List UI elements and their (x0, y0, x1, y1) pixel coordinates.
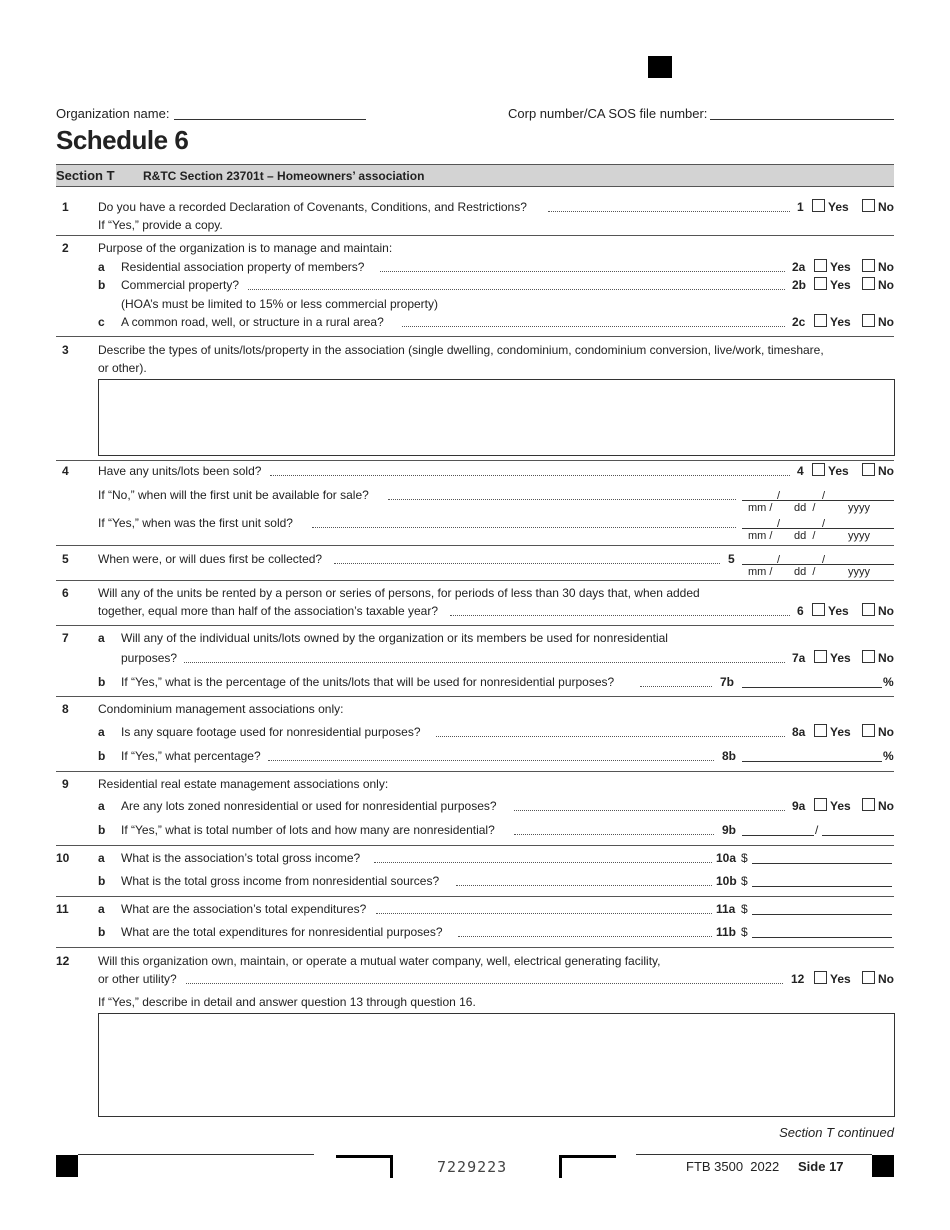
corp-number-input[interactable] (710, 119, 894, 120)
q11a-text: What are the association’s total expenditures? (121, 902, 367, 916)
q2c-text: A common road, well, or structure in a rural area? (121, 315, 384, 329)
q3-description-box[interactable] (98, 379, 895, 456)
q7a-ref: 7a (792, 651, 806, 665)
q5-date-slash1: / (777, 554, 781, 566)
q7b-ref: 7b (720, 675, 735, 689)
q2a-letter: a (98, 260, 105, 274)
q8a-text: Is any square footage used for nonresidential purposes? (121, 725, 421, 739)
q1-no-checkbox[interactable]: No (862, 199, 894, 214)
q7a-text-line1: Will any of the individual units/lots owned by the organization or its members be used for nonresidential (121, 631, 668, 645)
q4-yes-date-mm: mm / (748, 530, 773, 542)
q5-leader (334, 563, 720, 564)
q9a-text: Are any lots zoned nonresidential or used for nonresidential purposes? (121, 799, 497, 813)
q8-number: 8 (62, 702, 69, 716)
q4-no-date-mm: mm / (748, 502, 773, 514)
divider (56, 580, 894, 581)
registration-mark-top (648, 56, 672, 78)
q6-no-checkbox[interactable]: No (862, 603, 894, 618)
q4-no-date-dd: dd / (794, 502, 816, 514)
footer-rule-left (78, 1154, 314, 1155)
q4-yes-date-slash1: / (777, 518, 781, 530)
q10b-ref: 10b (716, 874, 737, 888)
divider (56, 625, 894, 626)
divider (56, 460, 894, 461)
section-header (56, 164, 894, 187)
corp-number-label: Corp number/CA SOS file number: (508, 106, 708, 121)
q6-ref: 6 (797, 604, 804, 618)
q12-yes-checkbox[interactable]: Yes (814, 971, 851, 986)
q4-yes-date-dd: dd / (794, 530, 816, 542)
q7b-leader (640, 686, 712, 687)
q4-yes-leader (312, 527, 736, 528)
q10b-letter: b (98, 874, 106, 888)
q2a-no-checkbox[interactable]: No (862, 259, 894, 274)
divider (56, 947, 894, 948)
q4-yes-checkbox[interactable]: Yes (812, 463, 849, 478)
q8b-text: If “Yes,” what percentage? (121, 749, 261, 763)
q10b-leader (456, 885, 712, 886)
q12-text-line2: or other utility? (98, 972, 177, 986)
q12-number: 12 (56, 954, 70, 968)
divider (56, 896, 894, 897)
q12-text-line1: Will this organization own, maintain, or operate a mutual water company, well, electrical generating facility, (98, 954, 661, 968)
q9a-yes-checkbox[interactable]: Yes (814, 798, 851, 813)
divider (56, 545, 894, 546)
q8a-letter: a (98, 725, 105, 739)
q12-description-box[interactable] (98, 1013, 895, 1117)
q4-yes-date-slash2: / (822, 518, 826, 530)
q7b-letter: b (98, 675, 106, 689)
q2b-text: Commercial property? (121, 278, 240, 292)
q10-number: 10 (56, 851, 70, 865)
q2a-yes-checkbox[interactable]: Yes (814, 259, 851, 274)
q12-ref: 12 (791, 972, 805, 986)
q4-leader (270, 475, 790, 476)
q4-no-date-yyyy: yyyy (848, 502, 870, 514)
q5-date-dd: dd / (794, 566, 816, 578)
q2a-leader (380, 271, 785, 272)
q6-text-line2: together, equal more than half of the association’s taxable year? (98, 604, 439, 618)
divider (56, 336, 894, 337)
q11b-leader (458, 936, 712, 937)
q4-no-text: If “No,” when will the first unit be available for sale? (98, 488, 369, 502)
q2c-yes-checkbox[interactable]: Yes (814, 314, 851, 329)
q5-date-input[interactable] (742, 564, 894, 565)
q2c-ref: 2c (792, 315, 806, 329)
q4-no-date-input[interactable] (742, 500, 894, 501)
registration-mark-bottom-left (56, 1155, 78, 1177)
q11a-leader (376, 913, 712, 914)
divider (56, 235, 894, 236)
q11a-ref: 11a (716, 902, 736, 916)
q9b-nonresidential-lots-input[interactable] (822, 835, 894, 836)
form-id: FTB 3500 2022 (686, 1159, 780, 1174)
q9b-total-lots-input[interactable] (742, 835, 814, 836)
section-continued: Section T continued (779, 1125, 894, 1140)
q11a-letter: a (98, 902, 105, 916)
q5-date-slash2: / (822, 554, 826, 566)
q1-yes-checkbox[interactable]: Yes (812, 199, 849, 214)
q10b-amount-input[interactable] (752, 886, 892, 887)
q9b-ref: 9b (722, 823, 737, 837)
q1-leader (548, 211, 790, 212)
q9a-leader (514, 810, 785, 811)
q4-ref: 4 (797, 464, 804, 478)
q2b-no-checkbox[interactable]: No (862, 277, 894, 292)
q10a-dollar: $ (741, 851, 748, 865)
q6-leader (450, 615, 790, 616)
q4-no-date-slash1: / (777, 490, 781, 502)
q8b-percent-input[interactable] (742, 761, 882, 762)
q5-ref: 5 (728, 552, 735, 566)
q4-no-date-slash2: / (822, 490, 826, 502)
q2b-ref: 2b (792, 278, 807, 292)
q8a-yes-checkbox[interactable]: Yes (814, 724, 851, 739)
section-title: R&TC Section 23701t – Homeowners’ association (143, 169, 425, 183)
q10a-amount-input[interactable] (752, 863, 892, 864)
q7a-text-line2: purposes? (121, 651, 178, 665)
q2c-letter: c (98, 315, 105, 329)
q6-text-line1: Will any of the units be rented by a person or series of persons, for periods of less than 30 days that, when added (98, 586, 700, 600)
q2c-no-checkbox[interactable]: No (862, 314, 894, 329)
q4-yes-date-yyyy: yyyy (848, 530, 870, 542)
q7-number: 7 (62, 631, 69, 645)
q2a-ref: 2a (792, 260, 806, 274)
q9b-leader (514, 834, 714, 835)
q4-text: Have any units/lots been sold? (98, 464, 262, 478)
q7b-percent-sign: % (883, 675, 894, 689)
barcode-number: 7229223 (437, 1158, 508, 1176)
q5-text: When were, or will dues first be collected? (98, 552, 323, 566)
corner-mark-right (559, 1155, 616, 1178)
q11a-amount-input[interactable] (752, 914, 892, 915)
q8b-leader (268, 760, 714, 761)
q11b-letter: b (98, 925, 106, 939)
q9a-letter: a (98, 799, 105, 813)
q12-leader (186, 983, 783, 984)
q4-yes-date-input[interactable] (742, 528, 894, 529)
q8a-no-checkbox[interactable]: No (862, 724, 894, 739)
q8b-letter: b (98, 749, 106, 763)
q2b-yes-checkbox[interactable]: Yes (814, 277, 851, 292)
corner-mark-left (336, 1155, 393, 1178)
q7b-text: If “Yes,” what is the percentage of the units/lots that will be used for nonresidential purposes? (121, 675, 615, 689)
footer-rule-right (636, 1154, 872, 1155)
q4-number: 4 (62, 464, 69, 478)
q11b-ref: 11b (716, 925, 737, 939)
registration-mark-bottom-right (872, 1155, 894, 1177)
q1-number: 1 (62, 200, 69, 214)
q9b-slash: / (815, 823, 819, 837)
q3-text-line2: or other). (98, 361, 147, 375)
q4-yes-text: If “Yes,” when was the first unit sold? (98, 516, 293, 530)
q9-text: Residential real estate management associations only: (98, 777, 389, 791)
q1-text: Do you have a recorded Declaration of Covenants, Conditions, and Restrictions? (98, 200, 527, 214)
q9b-text: If “Yes,” what is total number of lots and how many are nonresidential? (121, 823, 495, 837)
q11b-dollar: $ (741, 925, 748, 939)
q10a-leader (374, 862, 712, 863)
q6-number: 6 (62, 586, 69, 600)
org-name-input[interactable] (174, 119, 366, 120)
q8-text: Condominium management associations only: (98, 702, 344, 716)
q9a-no-checkbox[interactable]: No (862, 798, 894, 813)
q5-date-mm: mm / (748, 566, 773, 578)
divider (56, 696, 894, 697)
q2-text: Purpose of the organization is to manage and maintain: (98, 241, 393, 255)
q2b-leader (248, 289, 785, 290)
section-tag: Section T (56, 168, 115, 183)
q12-sub: If “Yes,” describe in detail and answer question 13 through question 16. (98, 995, 476, 1009)
q2b-note: (HOA’s must be limited to 15% or less commercial property) (121, 297, 438, 311)
q2a-text: Residential association property of members? (121, 260, 365, 274)
q10a-letter: a (98, 851, 105, 865)
q4-no-checkbox[interactable]: No (862, 463, 894, 478)
q5-date-yyyy: yyyy (848, 566, 870, 578)
q10a-text: What is the association’s total gross income? (121, 851, 361, 865)
q11b-text: What are the total expenditures for nonresidential purposes? (121, 925, 443, 939)
q2b-letter: b (98, 278, 106, 292)
q11-number: 11 (56, 902, 69, 916)
q6-yes-checkbox[interactable]: Yes (812, 603, 849, 618)
q4-no-leader (388, 499, 736, 500)
divider (56, 845, 894, 846)
page-side: Side 17 (798, 1159, 844, 1174)
divider (56, 771, 894, 772)
q8a-ref: 8a (792, 725, 806, 739)
q10b-dollar: $ (741, 874, 748, 888)
q8a-leader (436, 736, 785, 737)
q3-text-line1: Describe the types of units/lots/property in the association (single dwelling, condominium, condominium conversion, live/work, timeshare, (98, 343, 824, 357)
q10b-text: What is the total gross income from nonresidential sources? (121, 874, 440, 888)
q9a-ref: 9a (792, 799, 806, 813)
q1-sub: If “Yes,” provide a copy. (98, 218, 223, 232)
q8b-percent-sign: % (883, 749, 894, 763)
q7b-percent-input[interactable] (742, 687, 882, 688)
q2c-leader (402, 326, 785, 327)
q12-no-checkbox[interactable]: No (862, 971, 894, 986)
q11a-dollar: $ (741, 902, 748, 916)
q3-number: 3 (62, 343, 69, 357)
q11b-amount-input[interactable] (752, 937, 892, 938)
q5-number: 5 (62, 552, 69, 566)
q8b-ref: 8b (722, 749, 737, 763)
schedule-title: Schedule 6 (56, 125, 189, 155)
q9-number: 9 (62, 777, 69, 791)
q10a-ref: 10a (716, 851, 737, 865)
q7a-leader (184, 662, 785, 663)
q7a-yes-checkbox[interactable]: Yes (814, 650, 851, 665)
q9b-letter: b (98, 823, 106, 837)
q7a-no-checkbox[interactable]: No (862, 650, 894, 665)
q1-ref: 1 (797, 200, 804, 214)
q7a-letter: a (98, 631, 105, 645)
org-name-label: Organization name: (56, 106, 170, 121)
q2-number: 2 (62, 241, 69, 255)
